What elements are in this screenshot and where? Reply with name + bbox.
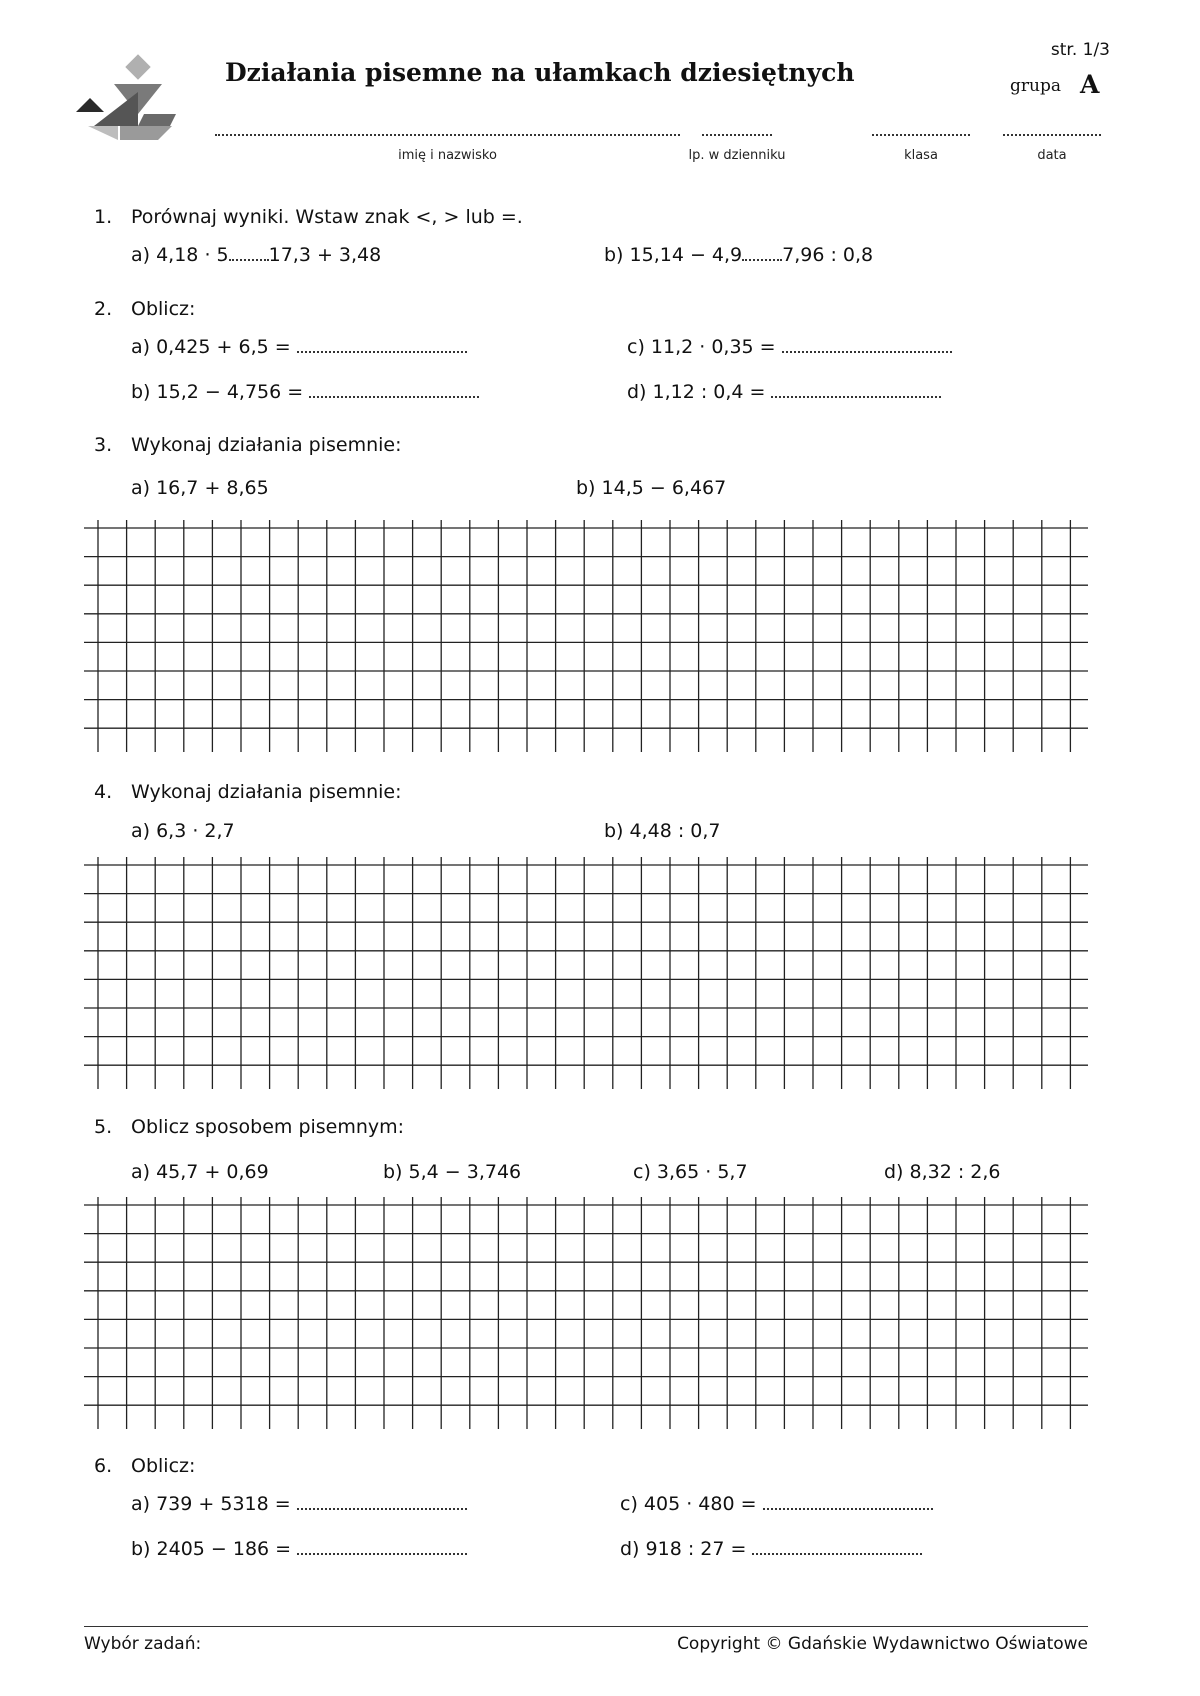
task-1a-left: a) 4,18 · 5 [131,244,229,266]
task-6a-expression: a) 739 + 5318 = [131,1493,291,1515]
class-number-caption: lp. w dzienniku [688,148,786,163]
task-2-item-c [627,336,952,358]
task-5-item-c: c) 3,65 · 5,7 [633,1161,748,1183]
task-4-item-b: b) 4,48 : 0,7 [604,820,721,842]
task-3-number: 3. [94,434,113,456]
task-1b-left: b) 15,14 − 4,9 [604,244,743,266]
task-5-item-d: d) 8,32 : 2,6 [884,1161,1001,1183]
page-title: Działania pisemne na ułamkach dziesiętnych [225,58,855,87]
class-caption: klasa [904,148,938,163]
task-5-instruction: Oblicz sposobem pisemnym: [131,1116,405,1138]
task-6b-answer-blank[interactable] [297,1539,467,1555]
task-4-instruction: Wykonaj działania pisemnie: [131,781,402,803]
task-2a-answer-blank[interactable] [297,337,467,353]
task-5-item-a: a) 45,7 + 0,69 [131,1161,269,1183]
publisher-logo [74,52,184,144]
task-1-instruction: Porównaj wyniki. Wstaw znak <, > lub =. [131,206,523,228]
task-3-item-b: b) 14,5 − 6,467 [576,477,727,499]
task-6-item-d [620,1538,922,1560]
task-5-item-b: b) 5,4 − 3,746 [383,1161,522,1183]
task-2-item-d [627,381,941,403]
task-3-work-grid[interactable] [84,520,1088,752]
task-6d-expression: d) 918 : 27 = [620,1538,747,1560]
task-2-instruction: Oblicz: [131,298,196,320]
task-4-number: 4. [94,781,113,803]
task-2d-answer-blank[interactable] [771,382,941,398]
task-6-item-b [131,1538,467,1560]
task-2b-answer-blank[interactable] [309,382,479,398]
task-1b-right: 7,96 : 0,8 [782,244,874,266]
task-1-item-a [131,244,381,266]
class-number-field[interactable] [702,134,772,136]
task-2d-expression: d) 1,12 : 0,4 = [627,381,766,403]
task-6-number: 6. [94,1455,113,1477]
task-3-instruction: Wykonaj działania pisemnie: [131,434,402,456]
task-1a-right: 17,3 + 3,48 [268,244,382,266]
task-6a-answer-blank[interactable] [297,1494,467,1510]
task-4-work-grid[interactable] [84,857,1088,1089]
task-2b-expression: b) 15,2 − 4,756 = [131,381,304,403]
task-6d-answer-blank[interactable] [752,1539,922,1555]
class-field[interactable] [872,134,970,136]
task-5-work-grid[interactable] [84,1197,1088,1429]
task-6-item-c [620,1493,933,1515]
task-3-item-a: a) 16,7 + 8,65 [131,477,269,499]
task-4-item-a: a) 6,3 · 2,7 [131,820,235,842]
task-1-item-b [604,244,873,266]
task-2-item-a [131,336,467,358]
task-6-item-a [131,1493,467,1515]
task-1a-answer-blank[interactable] [229,245,269,261]
page-number: str. 1/3 [1050,40,1110,60]
name-field[interactable] [215,134,680,136]
task-1-number: 1. [94,206,113,228]
footer-rule [84,1626,1088,1627]
task-2-number: 2. [94,298,113,320]
footer-copyright: Copyright © Gdańskie Wydawnictwo Oświatowe [677,1634,1088,1654]
group-label: grupa [1010,76,1061,96]
task-2a-expression: a) 0,425 + 6,5 = [131,336,291,358]
task-6c-answer-blank[interactable] [763,1494,933,1510]
task-6-instruction: Oblicz: [131,1455,196,1477]
task-6b-expression: b) 2405 − 186 = [131,1538,292,1560]
task-5-number: 5. [94,1116,113,1138]
footer-task-selection: Wybór zadań: [84,1634,202,1654]
task-6c-expression: c) 405 · 480 = [620,1493,757,1515]
task-2-item-b [131,381,479,403]
name-caption: imię i nazwisko [398,148,497,163]
group-letter: A [1080,70,1100,99]
date-field[interactable] [1003,134,1101,136]
date-caption: data [1037,148,1067,163]
task-2c-answer-blank[interactable] [782,337,952,353]
task-1b-answer-blank[interactable] [742,245,782,261]
task-2c-expression: c) 11,2 · 0,35 = [627,336,776,358]
